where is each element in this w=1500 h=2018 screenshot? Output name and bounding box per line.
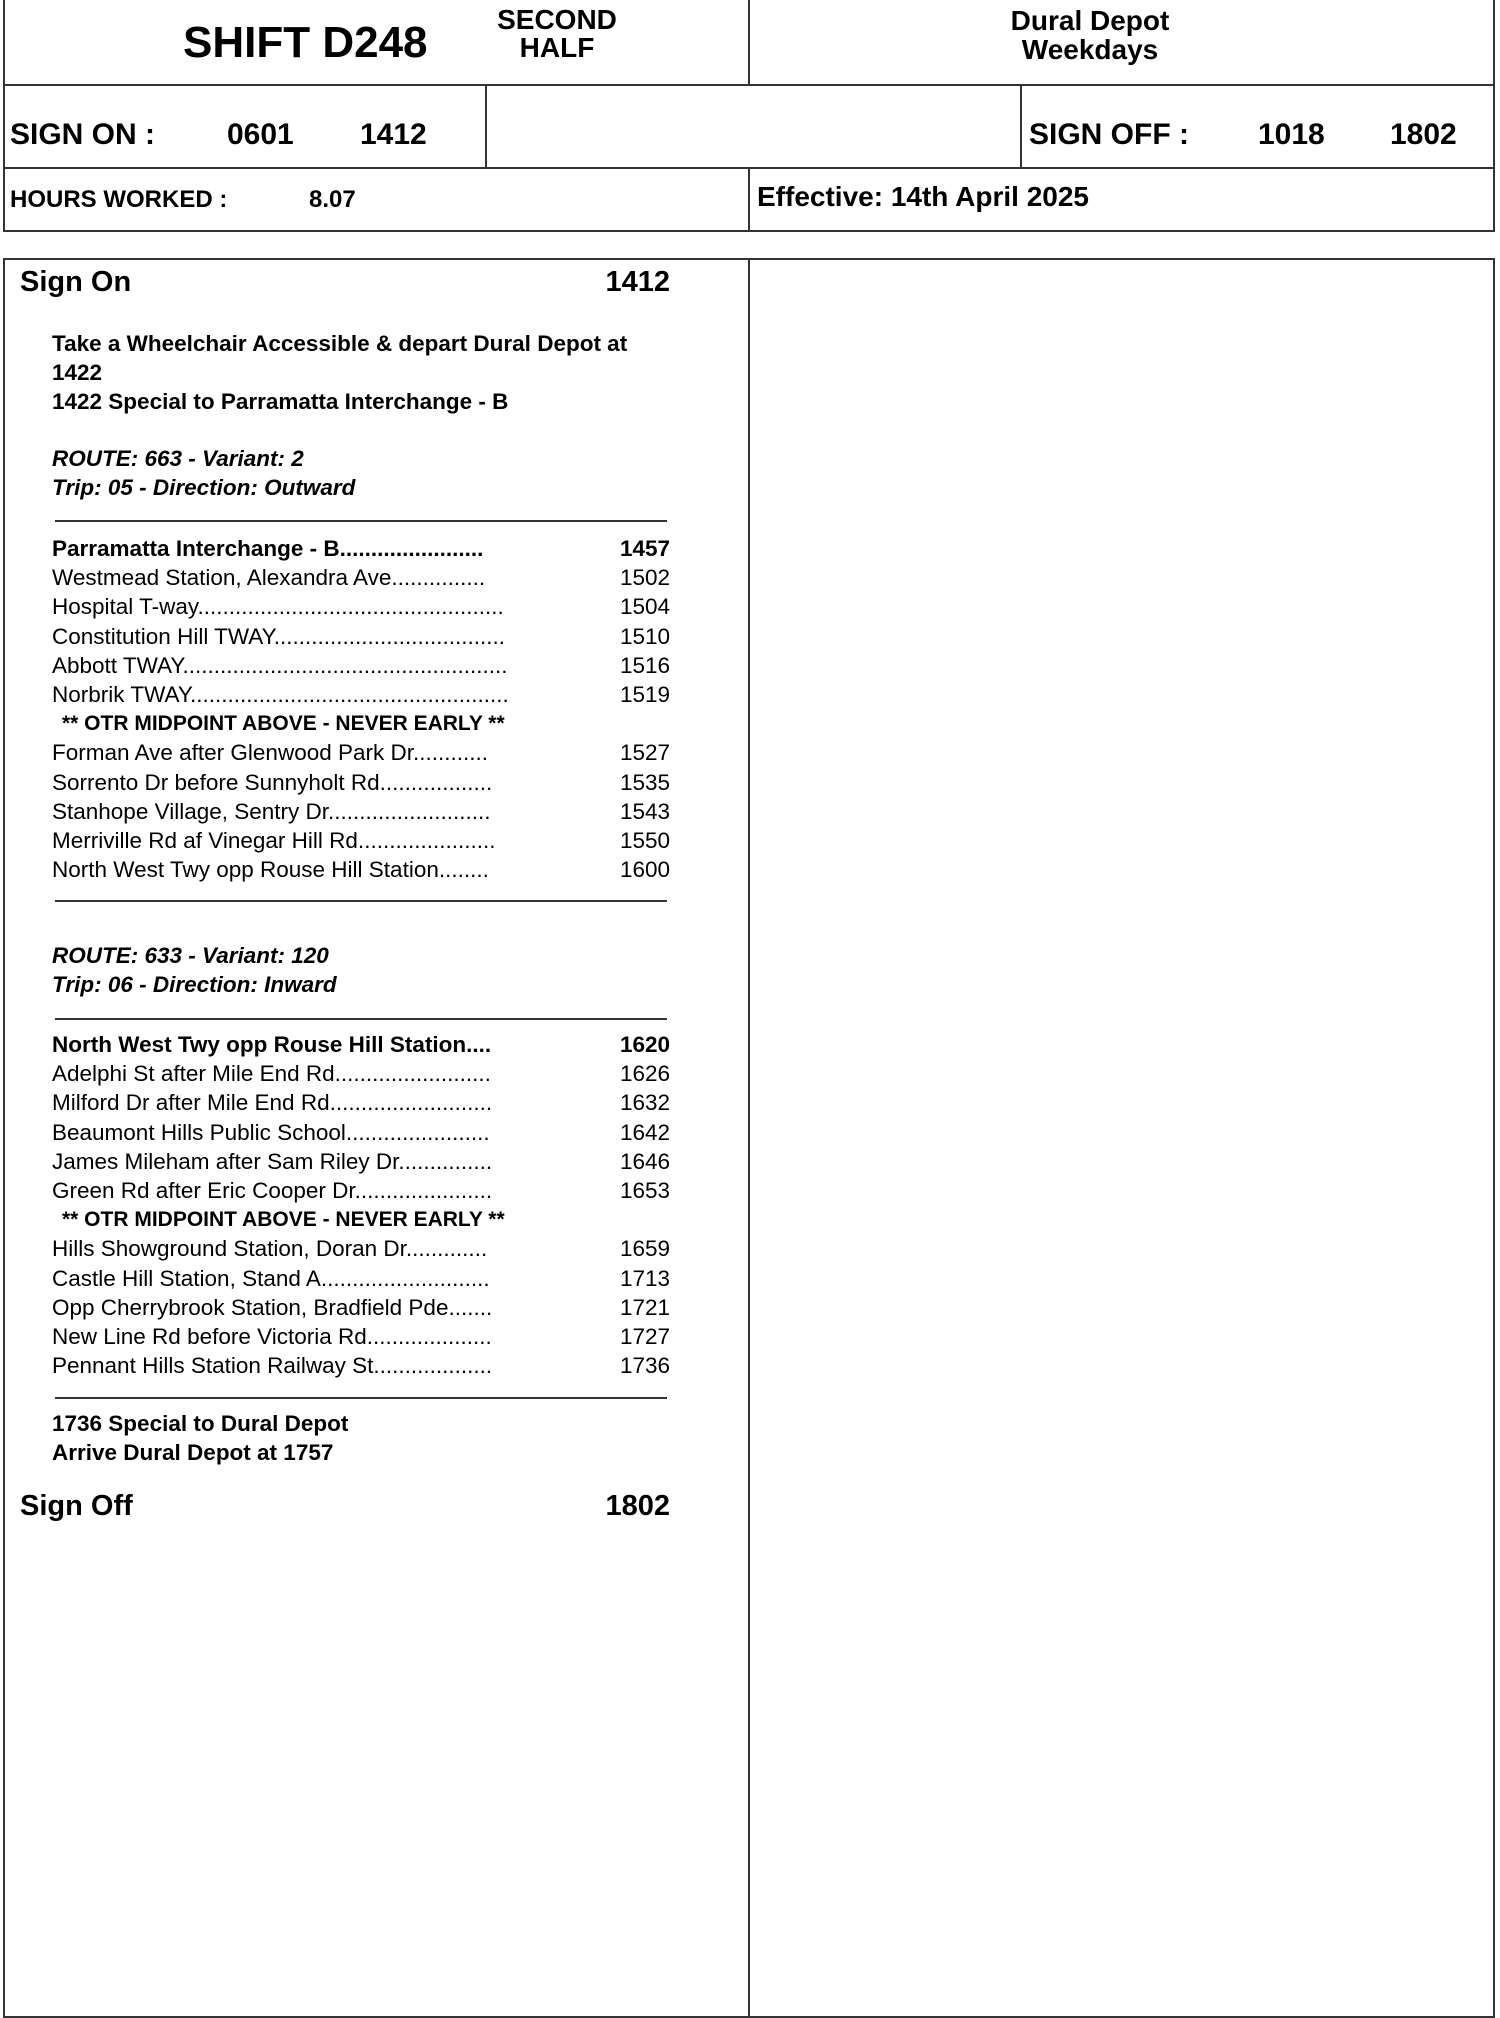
- depot-line1: Dural Depot: [1010, 5, 1170, 36]
- stop-time: 1642: [619, 1119, 670, 1145]
- stop-name: Stanhope Village, Sentry Dr..........................: [52, 798, 491, 824]
- stop-row: [52, 534, 670, 563]
- stop-name: Pennant Hills Station Railway St...................: [52, 1353, 493, 1379]
- sign-off-row-label: Sign Off: [20, 1490, 133, 1522]
- otr-midpoint-note: ** OTR MIDPOINT ABOVE - NEVER EARLY **: [62, 712, 505, 736]
- sign-off-time-1: 1018: [1258, 118, 1325, 151]
- stop-row: [52, 1176, 670, 1205]
- sign-off-label: SIGN OFF :: [1029, 118, 1189, 151]
- stop-row: [52, 1322, 670, 1351]
- stop-row: [52, 768, 670, 797]
- header-vdivider-signon: [485, 84, 487, 169]
- stop-time: 1646: [619, 1148, 670, 1174]
- stop-name: North West Twy opp Rouse Hill Station....: [52, 1032, 492, 1057]
- stop-row: [52, 680, 670, 709]
- effective-date: Effective: 14th April 2025: [757, 181, 1089, 212]
- sign-off-row: [20, 1490, 670, 1523]
- stop-row: [52, 855, 670, 884]
- stop-time: 1653: [619, 1177, 670, 1203]
- intro-line-2: 1422: [52, 360, 103, 385]
- stop-time: 1736: [619, 1353, 670, 1379]
- stop-time: 1527: [619, 740, 670, 766]
- otr-midpoint-note: ** OTR MIDPOINT ABOVE - NEVER EARLY **: [62, 1208, 505, 1232]
- stop-time: 1516: [619, 652, 670, 678]
- stop-name: Adelphi St after Mile End Rd.........................: [52, 1061, 491, 1087]
- outro-line-1: 1736 Special to Dural Depot: [52, 1411, 349, 1436]
- stop-name: Hospital T-way.................................................: [52, 594, 504, 620]
- stop-name: Norbrik TWAY...................................................: [52, 681, 509, 707]
- stop-time: 1626: [619, 1061, 670, 1087]
- stop-time: 1721: [619, 1294, 670, 1320]
- depot-line2: Weekdays: [1021, 34, 1159, 65]
- stop-name: Castle Hill Station, Stand A...........................: [52, 1265, 490, 1291]
- stop-row: [52, 1264, 670, 1293]
- sign-on-row-time: 1412: [605, 266, 670, 298]
- sign-on-time-2: 1412: [360, 118, 427, 151]
- intro-line-3: 1422 Special to Parramatta Interchange - B: [52, 389, 509, 414]
- stop-name: Parramatta Interchange - B.......................: [52, 536, 484, 561]
- stop-name: James Mileham after Sam Riley Dr...............: [52, 1148, 493, 1174]
- stop-name: Merriville Rd af Vinegar Hill Rd......................: [52, 827, 496, 853]
- stop-row: [52, 797, 670, 826]
- stop-row: [52, 1234, 670, 1263]
- sign-off-row-time: 1802: [605, 1490, 670, 1522]
- stop-row: [52, 1351, 670, 1380]
- stop-name: Constitution Hill TWAY.....................................: [52, 623, 506, 649]
- hours-worked-label: HOURS WORKED :: [10, 186, 228, 213]
- stop-time: 1659: [619, 1236, 670, 1262]
- stop-time: 1519: [619, 681, 670, 707]
- stop-row: [52, 592, 670, 621]
- stop-time: 1550: [619, 827, 670, 853]
- trip2-trip-line: Trip: 06 - Direction: Inward: [52, 972, 337, 997]
- stop-row: [52, 1147, 670, 1176]
- hours-worked-value: 8.07: [309, 186, 356, 213]
- schedule-vdivider: [748, 258, 750, 2018]
- stop-time: 1510: [619, 623, 670, 649]
- trip1-route-info: [52, 444, 355, 502]
- stop-time: 1457: [619, 536, 670, 561]
- header-vdivider-signoff: [1020, 84, 1022, 169]
- intro-line-1: Take a Wheelchair Accessible & depart Dural Depot at: [52, 331, 628, 356]
- stop-name: New Line Rd before Victoria Rd....................: [52, 1323, 492, 1349]
- stop-name: Westmead Station, Alexandra Ave...............: [52, 565, 486, 591]
- trip1-route-line: ROUTE: 663 - Variant: 2: [52, 446, 304, 471]
- stop-time: 1632: [619, 1090, 670, 1116]
- header-vdivider-effective: [748, 167, 750, 232]
- stop-name: Beaumont Hills Public School.......................: [52, 1119, 490, 1145]
- stop-row: [52, 738, 670, 767]
- sign-on-time-1: 0601: [227, 118, 294, 151]
- trip1-top-rule: [55, 520, 667, 522]
- stop-row: [52, 622, 670, 651]
- stop-name: Abbott TWAY....................................................: [52, 652, 508, 678]
- stop-name: Milford Dr after Mile End Rd..........................: [52, 1090, 493, 1116]
- stop-row: [52, 1118, 670, 1147]
- stop-time: 1502: [619, 565, 670, 591]
- sign-on-row: [20, 266, 670, 299]
- stop-name: Opp Cherrybrook Station, Bradfield Pde.......: [52, 1294, 493, 1320]
- trip2-stop-list: [52, 1030, 670, 1380]
- sign-on-row-label: Sign On: [20, 266, 132, 298]
- shift-half-line2: HALF: [519, 32, 595, 63]
- stop-time: 1504: [619, 594, 670, 620]
- trip1-bottom-rule: [55, 900, 667, 902]
- trip2-bottom-rule: [55, 1397, 667, 1399]
- stop-row: [52, 563, 670, 592]
- stop-time: 1600: [619, 857, 670, 883]
- header-divider-1: [3, 84, 1495, 86]
- sign-on-label: SIGN ON :: [10, 118, 156, 151]
- stop-name: Green Rd after Eric Cooper Dr......................: [52, 1177, 493, 1203]
- stop-row: [52, 1293, 670, 1322]
- outro-line-2: Arrive Dural Depot at 1757: [52, 1440, 334, 1465]
- depot-label: [750, 6, 1430, 64]
- intro-instructions: [52, 329, 627, 416]
- trip1-stop-list: [52, 534, 670, 884]
- shift-half: [487, 6, 627, 62]
- shift-title: SHIFT D248: [183, 18, 428, 67]
- trip2-top-rule: [55, 1018, 667, 1020]
- outro-instructions: [52, 1409, 348, 1467]
- shift-half-line1: SECOND: [497, 4, 617, 35]
- stop-name: Sorrento Dr before Sunnyholt Rd..................: [52, 769, 493, 795]
- stop-row: [52, 1059, 670, 1088]
- stop-time: 1713: [619, 1265, 670, 1291]
- stop-time: 1727: [619, 1323, 670, 1349]
- sign-off-time-2: 1802: [1390, 118, 1457, 151]
- stop-row: [52, 1088, 670, 1117]
- trip2-route-line: ROUTE: 633 - Variant: 120: [52, 943, 329, 968]
- trip2-route-info: [52, 941, 337, 999]
- stop-name: Hills Showground Station, Doran Dr.............: [52, 1236, 488, 1262]
- stop-time: 1620: [619, 1032, 670, 1057]
- stop-time: 1535: [619, 769, 670, 795]
- stop-name: Forman Ave after Glenwood Park Dr............: [52, 740, 489, 766]
- trip1-trip-line: Trip: 05 - Direction: Outward: [52, 475, 356, 500]
- stop-row: [52, 651, 670, 680]
- stop-row: [52, 1030, 670, 1059]
- stop-name: North West Twy opp Rouse Hill Station........: [52, 857, 489, 883]
- stop-time: 1543: [619, 798, 670, 824]
- stop-row: [52, 826, 670, 855]
